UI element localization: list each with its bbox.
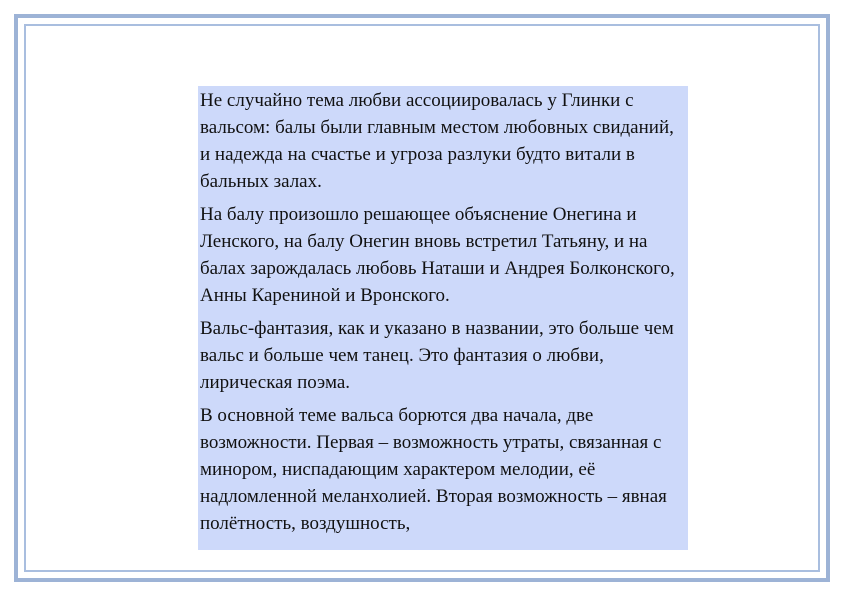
paragraph-4: В основной теме вальса борются два начала, две возможности. Первая – возможность утраты, связанная с минором, ниспадающим характером мелодии, её надломленной меланхолией. Вторая возможность – явная полётность, воздушность, xyxy=(200,405,667,534)
text-block xyxy=(198,86,688,550)
paragraph-1: Не случайно тема любви ассоциировалась у Глинки с вальсом: балы были главным местом любовных свиданий, и надежда на счастье и угроза разлуки будто витали в бальных залах. xyxy=(200,90,674,192)
paragraph-3: Вальс-фантазия, как и указано в названии, это больше чем вальс и больше чем танец. Это фантазия о любви, лирическая поэма. xyxy=(200,318,674,393)
paragraph-2: На балу произошло решающее объяснение Онегина и Ленского, на балу Онегин вновь встретил Татьяну, и на балах зарождалась любовь Наташи и Андрея Болконского, Анны Карениной и Вронского. xyxy=(200,204,675,306)
